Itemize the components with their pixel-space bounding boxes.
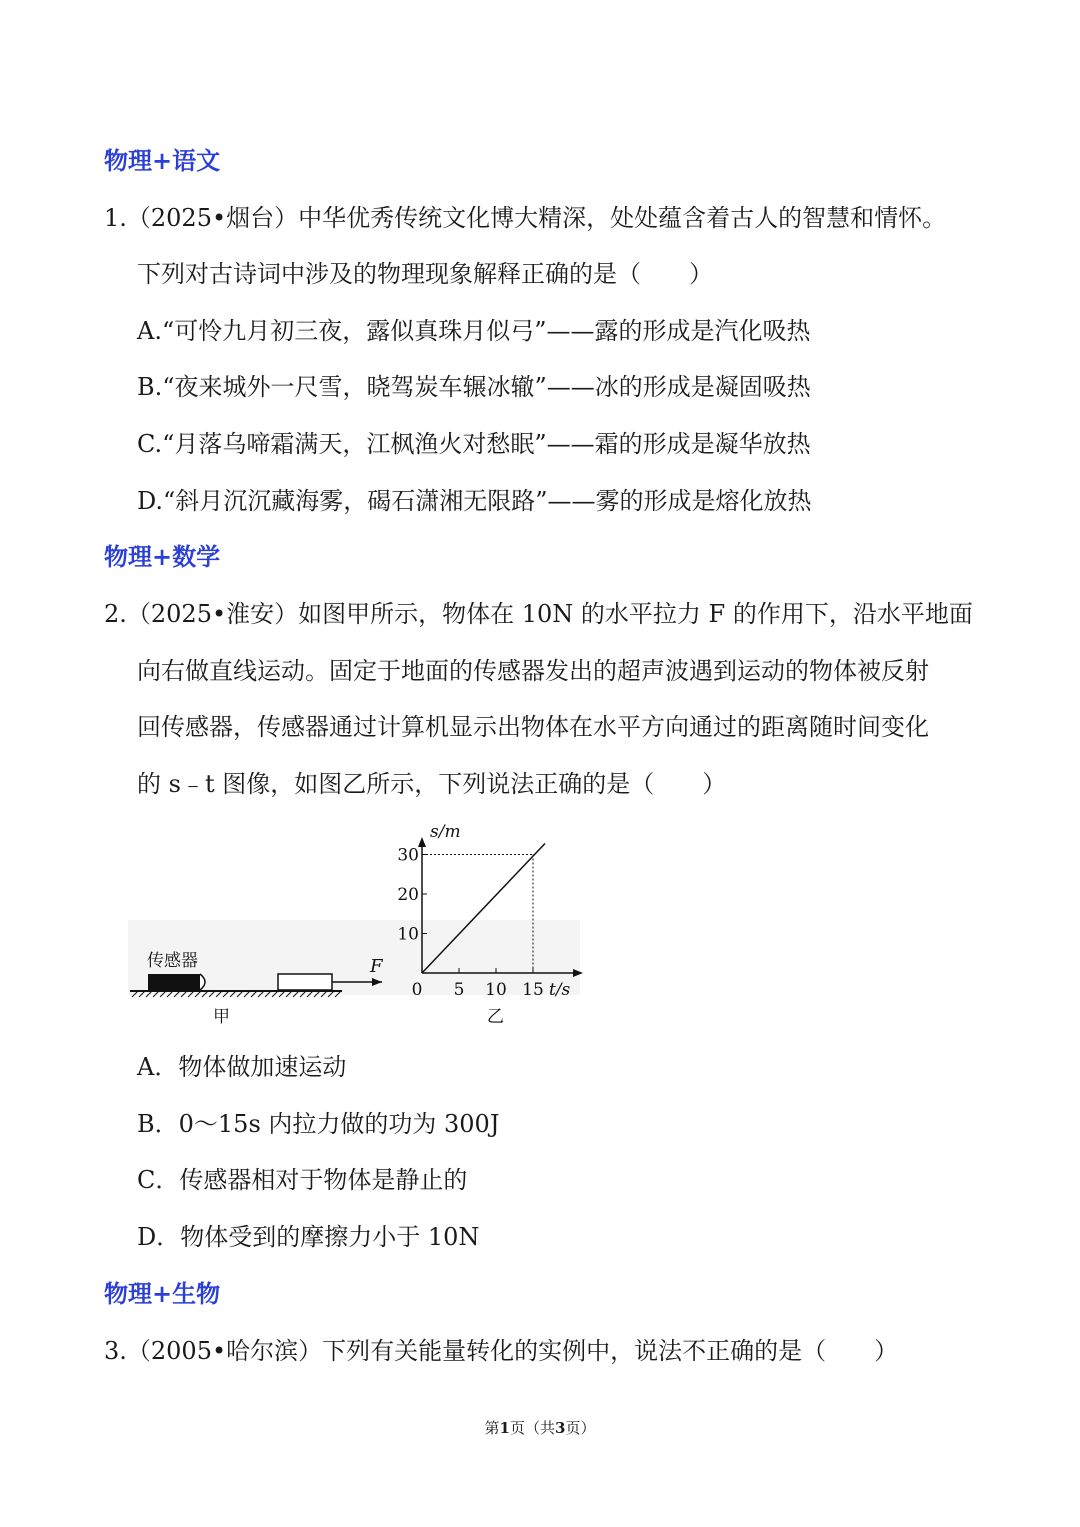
sensor-block [148, 974, 200, 990]
x-tick-label: 15 [522, 980, 544, 1000]
q3-stem-line1: 3.（2005•哈尔滨）下列有关能量转化的实例中，说法不正确的是（ ） [104, 1337, 899, 1365]
moving-object [278, 974, 332, 990]
q2-figure [120, 808, 600, 1038]
q2-option-b[interactable]: B．0～15s 内拉力做的功为 300J [137, 1110, 500, 1138]
q2-option-c[interactable]: C．传感器相对于物体是静止的 [137, 1166, 468, 1194]
y-tick-label: 20 [397, 885, 419, 905]
q1-option-b[interactable]: B.“夜来城外一尺雪，晓驾炭车辗冰辙”——冰的形成是凝固吸热 [137, 373, 811, 401]
section-title-biology: 物理+生物 [104, 1279, 221, 1308]
q2-stem-line1: 2.（2025•淮安）如图甲所示，物体在 10N 的水平拉力 F 的作用下，沿水平地面 [104, 600, 973, 628]
q1-stem-line2: 下列对古诗词中涉及的物理现象解释正确的是（ ） [137, 260, 713, 288]
y-tick-label: 10 [397, 924, 419, 945]
page-footer [0, 1417, 1080, 1438]
q1-option-a[interactable]: A.“可怜九月初三夜，露似真珠月似弓”——露的形成是汽化吸热 [137, 317, 811, 345]
footer-middle: 页（共 [509, 1419, 555, 1437]
section-title-math: 物理+数学 [104, 542, 221, 571]
sensor-label: 传感器 [147, 951, 198, 971]
footer-page-number: 1 [499, 1419, 510, 1437]
section-title-chinese: 物理+语文 [104, 146, 221, 175]
q2-stem-line4: 的 s﹣t 图像，如图乙所示，下列说法正确的是（ ） [137, 770, 727, 798]
footer-prefix: 第 [484, 1419, 500, 1437]
x-axis-label: t/s [549, 980, 571, 1000]
q2-stem-line3: 回传感器，传感器通过计算机显示出物体在水平方向通过的距离随时间变化 [137, 713, 929, 741]
footer-total-pages: 3 [555, 1419, 566, 1437]
q2-stem-line2: 向右做直线运动。固定于地面的传感器发出的超声波遇到运动的物体被反射 [137, 657, 929, 685]
x-tick-label: 0 [411, 980, 423, 1000]
y-tick-label: 30 [397, 845, 419, 866]
y-axis-label: s/m [430, 822, 461, 842]
x-tick-label: 10 [485, 980, 507, 1000]
caption-jia: 甲 [213, 1007, 230, 1027]
q1-option-c[interactable]: C.“月落乌啼霜满天，江枫渔火对愁眠”——霜的形成是凝华放热 [137, 430, 811, 458]
q2-option-a[interactable]: A．物体做加速运动 [137, 1053, 347, 1081]
q2-option-d[interactable]: D．物体受到的摩擦力小于 10N [137, 1223, 480, 1251]
footer-suffix: 页） [565, 1419, 596, 1437]
y-axis-arrowhead [418, 837, 426, 847]
caption-yi: 乙 [487, 1007, 504, 1027]
q1-option-d[interactable]: D.“斜月沉沉藏海雾，碣石潇湘无限路”——雾的形成是熔化放热 [137, 487, 812, 515]
force-label: F [370, 956, 383, 977]
x-tick-label: 5 [453, 980, 465, 1000]
q1-stem-line1: 1.（2025•烟台）中华优秀传统文化博大精深，处处蕴含着古人的智慧和情怀。 [104, 204, 947, 232]
